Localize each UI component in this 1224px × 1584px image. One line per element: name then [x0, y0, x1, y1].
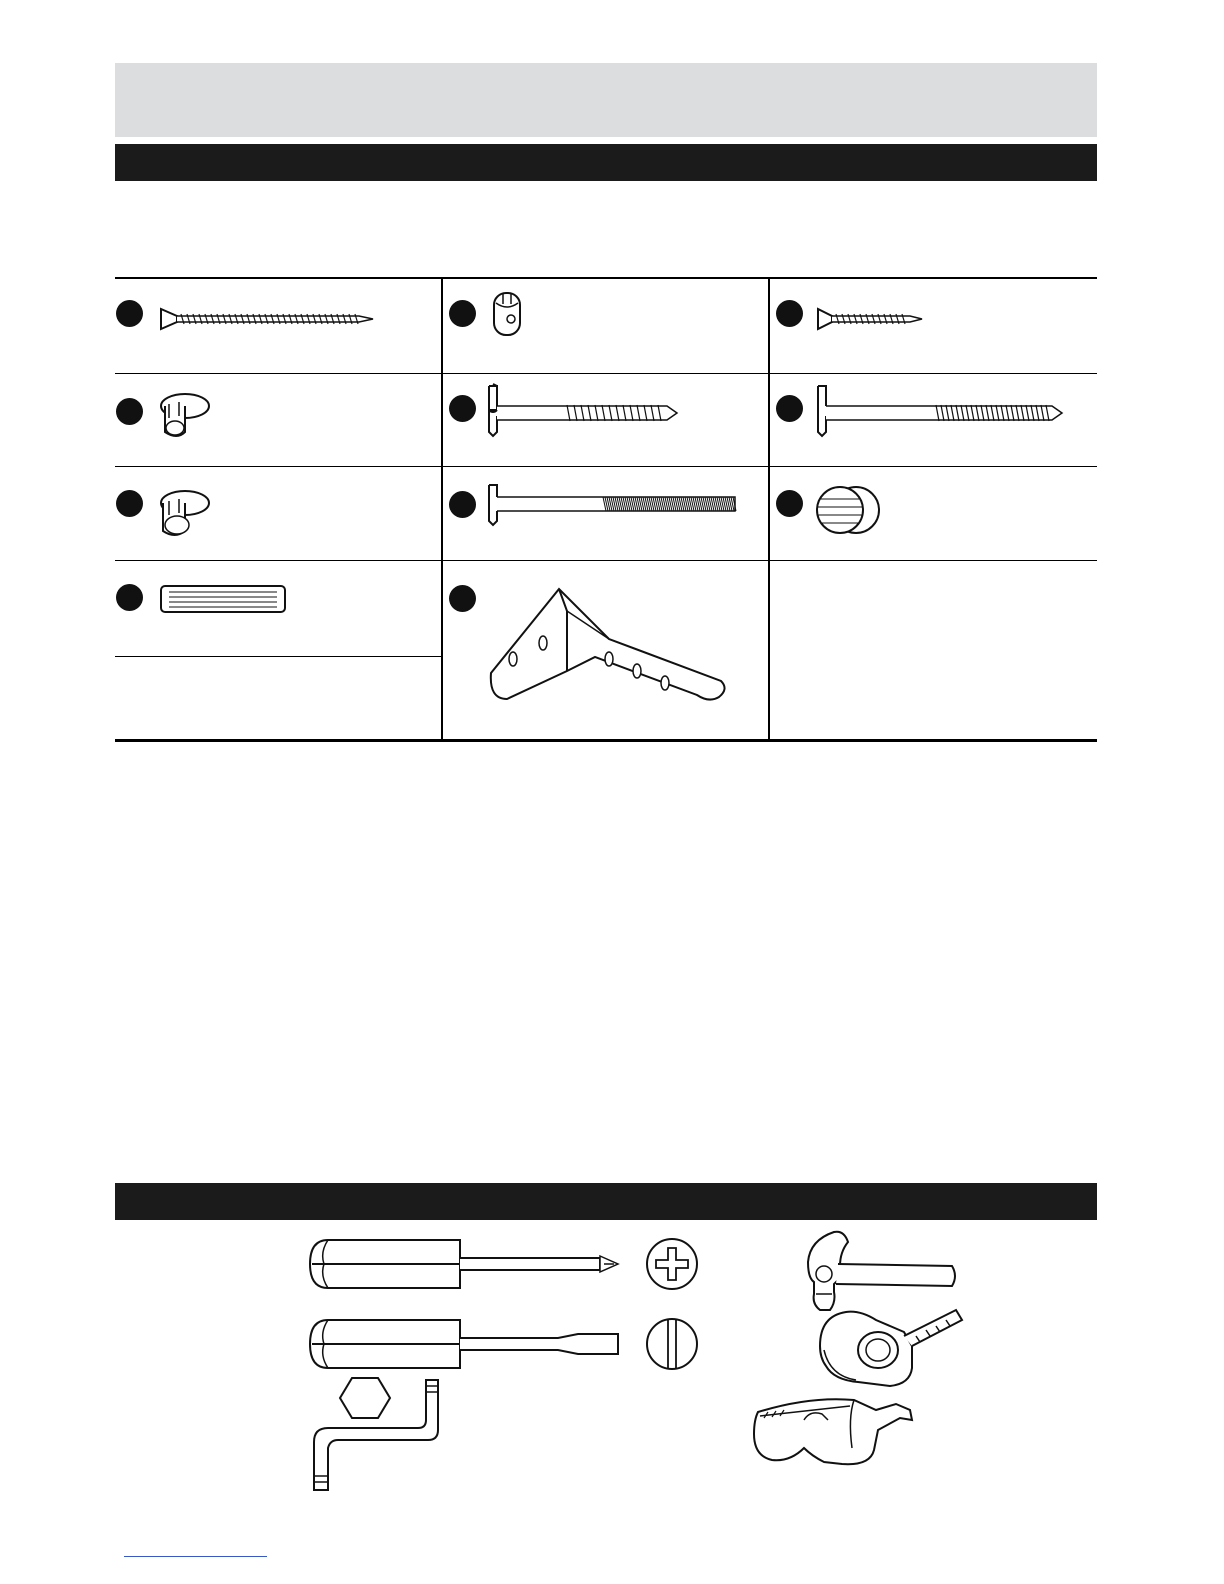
part-badge [449, 491, 476, 518]
cam-lock-nut-large-icon [155, 481, 215, 545]
part-cell-5 [443, 374, 768, 466]
machine-threaded-bolt-icon [487, 483, 747, 543]
part-cell-11 [443, 561, 768, 739]
slotted-head-tip-icon [644, 1316, 704, 1376]
short-countersunk-screw-icon [816, 305, 936, 335]
tools-section-bar [115, 1183, 1097, 1220]
part-badge [449, 300, 476, 327]
tape-measure-icon [816, 1306, 986, 1396]
part-cell-8 [443, 467, 768, 560]
hardware-section-bar [115, 144, 1097, 181]
grid-bottom-border [115, 739, 1097, 742]
part-badge [116, 398, 143, 425]
footer-link-underline[interactable] [124, 1556, 267, 1557]
part-cell-10 [115, 561, 441, 656]
short-bed-bolt-icon [487, 384, 687, 444]
wooden-dowel-icon [159, 583, 299, 623]
long-bed-bolt-icon [816, 384, 1076, 444]
part-cell-6 [770, 374, 1097, 466]
part-cell-1 [115, 279, 441, 373]
barrel-nut-icon [491, 289, 531, 349]
cover-caps-icon [816, 477, 886, 537]
l-bracket-icon [487, 583, 707, 713]
safety-goggles-icon [750, 1390, 930, 1480]
cam-lock-nut-small-icon [155, 384, 215, 444]
flathead-screwdriver-icon [308, 1318, 628, 1378]
long-countersunk-screw-icon [159, 305, 389, 335]
part-cell-4 [115, 374, 441, 466]
part-cell-7 [115, 467, 441, 560]
part-badge [449, 395, 476, 422]
part-cell-3 [770, 279, 1097, 373]
phillips-screwdriver-icon [308, 1238, 628, 1298]
phillips-head-tip-icon [644, 1236, 704, 1296]
part-badge [116, 584, 143, 611]
hex-allen-key-icon [300, 1372, 460, 1502]
part-badge [449, 585, 476, 612]
hammer-icon [800, 1226, 970, 1316]
part-badge [776, 490, 803, 517]
part-cell-2 [443, 279, 768, 373]
part-badge [116, 300, 143, 327]
part-cell-9 [770, 467, 1097, 560]
grid-row-divider [115, 656, 442, 657]
part-badge [776, 395, 803, 422]
part-badge [776, 300, 803, 327]
part-badge [116, 490, 143, 517]
header-band [115, 63, 1097, 137]
